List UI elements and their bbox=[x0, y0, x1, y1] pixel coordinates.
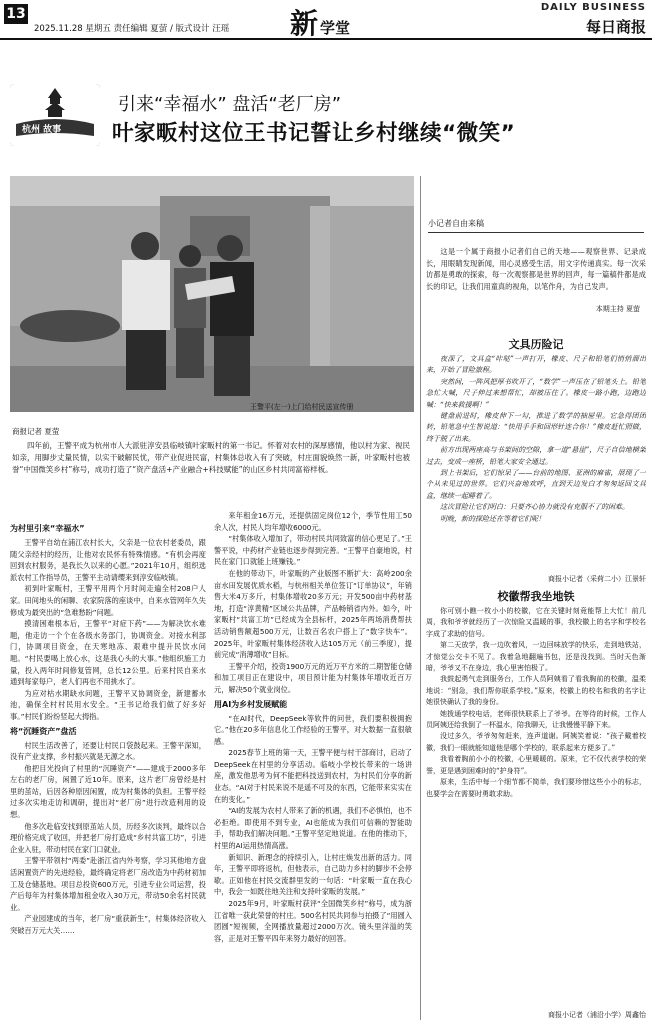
dateline: 2025.11.28 星期五 责任编辑 夏萤 / 版式设计 汪瑶 bbox=[34, 24, 230, 34]
essay2-title: 校徽帮我坐地铁 bbox=[497, 590, 575, 603]
paragraph: 在他的带动下，叶家畈的产业版图不断扩大：高岭200余亩水田发展优质水稻，与杭州相关单位签订“订单协议”，年销售大米4万多斤，村集体增收20多万元；开发500亩中药材基地，打造“淳黄精”区域公共品牌，产品畅销省内外。如今，叶家畈村“共富工坊”已经成为全县标杆，2025年两场消费帮扶活动销售额超500万元，让数百名农户搭上了“数字快车”。2025年，叶家畈村集体经济收入达105万元（前三季度），提前完成“消薄增收”目标。 bbox=[214, 568, 412, 660]
paragraph: 没过多久，爷爷匆匆赶来，连声道谢。阿姨笑着说：“孩子戴着校徽，我们一眼就能知道他是哪个学校的，联系起来方便多了。” bbox=[426, 732, 646, 752]
article-byline: 商报记者 夏萤 bbox=[12, 427, 60, 436]
paragraph: “AI的发展为农村人带来了新的机遇，我们不必惧怕，也不必拒绝。即使用不到专业，AI也能成为我们可信赖的智能助手，帮助我们解决问题。”王警平坚定地说道。在他的推动下，村里的AI运用热情高涨。 bbox=[214, 806, 412, 851]
essay1-signature: 商报小记者（采荷二小）江景轩 bbox=[548, 575, 646, 583]
subheading: 用AI为乡村发展赋能 bbox=[214, 699, 288, 709]
paragraph: 2025年9月，叶家畈村获评“全国微笑乡村”称号，成为浙江省唯一获此荣誉的村庄。500名村民共同参与拍摄了“用圆入团圆”短视频，全网播放量超过2000万次。镜头里洋溢的笑容，正是对王警平四年来努力最好的回答。 bbox=[214, 899, 412, 943]
headline-block bbox=[8, 80, 644, 150]
page-number: 13 bbox=[4, 4, 28, 24]
paragraph: 明晚，新的探险还在等着它们呢！ bbox=[440, 514, 545, 523]
article-column-1 bbox=[10, 520, 206, 1020]
paragraph: 键盘前进时，橡皮伸下一勾，推进了数学的抽屉里。它急得团团转，铅笔急中生智说道：“快用手手和回形针连合你！”橡皮赶忙照做，终于脱了出来。 bbox=[426, 412, 646, 443]
paragraph: 产业园建成的当年，老厂房“重获新生”，村集体经济收入突破百万元大关…… bbox=[10, 914, 206, 935]
section-logo-big: 新 bbox=[290, 7, 319, 40]
logo-text: 杭州 故事 bbox=[22, 125, 62, 135]
paragraph: 初到叶家畈村，王警平用两个月时间走遍全村208户人家。田间地头的闲聊、农家院落的座谈中，自来水管网年久失修成为最突出的“急难愁盼”问题。 bbox=[10, 584, 206, 617]
section-logo bbox=[290, 2, 350, 42]
article-lead: 四年前，王警平成为杭州市人大派驻淳安县临岐镇叶家畈村的第一书记。怀着对农村的深厚感情，他以村为家、视民如亲，用脚步丈量民情，以实干破解民忧，带产业促进民富，村集体总收入有了突破，村庄面貌焕然一新，叶家畈村也被誉“中国微笑乡村”称号，成功打造了“资产盘活+产业融合+科技赋能”的山区乡村共同富裕样板。 bbox=[12, 441, 410, 474]
subheading: 将“沉睡资产”盘活 bbox=[10, 726, 77, 736]
column-tag: 小记者自由来稿 bbox=[428, 218, 488, 229]
article-photo bbox=[10, 176, 414, 412]
intro-signature: 本期主持 夏萤 bbox=[595, 305, 640, 313]
paragraph: 他把目光投向了村里的“沉睡资产”——建成于2000多年左右的老厂房，闲置了近10年。原来，这片老厂房曾经是村里的茧站，后因各种原因闲置，成为村集体的负担。王警平经过多次实地走访和调研，提出对“老厂房”进行改造利用的设想。 bbox=[10, 763, 206, 820]
photo-caption: 王警平(左一)上门给村民送宣传册 bbox=[250, 403, 354, 411]
essay1-title: 文具历险记 bbox=[508, 338, 564, 351]
article-kicker: 引来“幸福水” 盘活“老厂房” bbox=[118, 94, 342, 115]
article-headline: 叶家畈村这位王书记誓让乡村继续“微笑” bbox=[112, 121, 516, 146]
hangzhou-story-logo bbox=[10, 84, 100, 146]
paragraph: 为应对枯水期缺水问题，王警平又协调资金，新建蓄水池，确保全村村民用水安全。“王书记给我们做了好多好事。”村民们纷纷竖起大拇指。 bbox=[10, 688, 206, 721]
essay2-body bbox=[426, 606, 646, 1012]
paragraph: 2025春节上班的第一天，王警平便与村干部商讨，启动了DeepSeek在村里的分享活动。临岐小学校长带来的一场讲座，激发他思考为何不能把科技送到农村，为村民们分享的新业态。“AI对于村民来说不是遥不可及的东西，它能带来实实在在的变化。” bbox=[214, 748, 412, 804]
paragraph: 新知识、新理念的持续引入，让村庄焕发出新的活力。同年，王警平即将返杭，但他表示，自己助力乡村的脚步不会停歇。正如他在村民交流群里发的一句话：“叶家畈一直在我心中，我会一如既往地关注和支持叶家畈的发展。” bbox=[214, 852, 412, 897]
paper-name-cn: 每日商报 bbox=[585, 18, 646, 36]
paragraph: 他多次赴临安找到原茧站人员，历经多次谈判，最终以合理价格完成了收回，并把老厂房打造成“乡村共富工坊”，引进企业入驻，带动村民在家门口就业。 bbox=[10, 821, 206, 854]
paragraph: 原来，生活中每一个细节都不简单，我们要珍惜这些小小的标志，也要学会在需要时勇敢求助。 bbox=[426, 778, 646, 798]
paragraph: 我鼓起勇气走到服务台，工作人员阿姨看了看我胸前的校徽，温柔地说：“别急，我们帮你联系学校。”原来，校徽上的校名和我的名字让她很快确认了我的身份。 bbox=[426, 675, 646, 707]
paragraph: 她拨通学校电话，老师很快联系上了爷爷。在等待的时候，工作人员阿姨还给我倒了一杯温水，陪我聊天，让我慢慢平静下来。 bbox=[426, 709, 646, 730]
paragraph: 王警平介绍，投资1900万元的近万平方米的二期智能仓储和加工项目正在建设中，项目预计能为村集体年增收近百万元，解决50个就业岗位。 bbox=[214, 661, 412, 694]
paragraph: 前方出现两座高与书架间的空隙，拿一道“悬崖”，尺子自信地横架过去，变成一座桥，铅笔大家安全通过。 bbox=[426, 446, 646, 466]
subheading: 为村里引来“幸福水” bbox=[10, 524, 85, 533]
section-logo-small: 学堂 bbox=[320, 19, 351, 37]
paragraph: 村民生活改善了，还要让村民口袋鼓起来。王警平深知，没有产业支撑，乡村振兴就是无源之水。 bbox=[10, 740, 206, 762]
essay1-body bbox=[426, 354, 646, 574]
paragraph: “村集体收入增加了，带动村民共同致富的信心更足了。”王警平说，中药材产业链也逐步得到完善。“王警平自豪地说，村民在家门口就能上班赚钱。” bbox=[214, 534, 412, 567]
paragraph: 夜深了，文具盒“咔哒”一声打开，橡皮、尺子和铅笔们悄悄溜出来，开始了冒险旅程。 bbox=[426, 355, 646, 375]
paragraph: “在AI时代，DeepSeek等软件的问世，我们要积极拥抱它。”他在20多年信息化工作经验的王警平，对大数据一直很敏感。 bbox=[214, 713, 412, 746]
paragraph: 突然间，一阵风把厚书吹开了，“数学”一声压在了铅笔头上。铅笔急忙大喊，尺子伸过来想帮忙，却被压住了。橡皮一路小跑，边跑边喊：“快来救援啊！” bbox=[426, 377, 646, 409]
essay2-signature: 商报小记者（浦沿小学）周鑫怡 bbox=[548, 1011, 646, 1019]
paper-name-en: DAILY BUSINESS bbox=[540, 2, 646, 13]
article-column-2 bbox=[214, 510, 412, 1020]
column-tag-rule bbox=[428, 232, 644, 233]
column-intro: 这是一个属于商报小记者们自己的天地——观察世界、记录成长，用眼睛发现新闻，用心灵感受生活，用文字传递真实。每一次采访都是勇敢的探索，每一次观察都是世界的回声，每一篇稿件都是成长的印记，让我们用童真的视角，以笔作舟，为自己发声。 bbox=[426, 247, 646, 291]
paragraph: 王警平带领村“两委”赴浙江省内外考察，学习其他地方盘活闲置资产的先进经验，最终确定将老厂房改造为中药材初加工及仓储基地。项目总投资600万元，引进专业公司运营，投产后每年为村集体增加租金收入30万元，带动50余名村民就业。 bbox=[10, 856, 206, 912]
paragraph: 我看着胸前小小的校徽，心里暖暖的。原来，它不仅代表学校的荣誉，更是遇到困难时的“护身符”。 bbox=[426, 755, 646, 775]
paragraph: 你可别小瞧一枚小小的校徽，它在关键时刻竟能帮上大忙！前几周，我和爷爷就经历了一次惊险又温暖的事，我校徽上的名字和学校名字成了求助的信号。 bbox=[426, 607, 646, 638]
masthead bbox=[0, 0, 652, 40]
column-divider bbox=[420, 176, 421, 1020]
paragraph: 王警平自幼在浦江农村长大，父亲是一位农村老委员，跟随父亲经村的经历，让他对农民怀有特殊情感。“有机会再度回到农村服务，是我长久以来的心愿。”2021年10月，组织选派农村工作指导员，王警平主动请缨来到淳安临岐镇。 bbox=[10, 538, 206, 582]
paragraph: 这次冒险让它们明白：只要齐心协力就没有克服不了的困难。 bbox=[440, 503, 629, 512]
paragraph: 摸清困难根本后，王警平“对症下药”——为解决饮水难题，他走访一个个在各级水务部门，协调资金。对接水利部门，协调项目资金，在天寒地冻、艰难中提升民饮水问题。“村民要喝上放心水，这是我心头的大事。”他组织施工力量，投入两年时间修复管网，总长12公里。后来村民自来水通到每家每户，老人们再也不用挑水了。 bbox=[10, 619, 206, 687]
paragraph: 到上书架后，它们惊呆了——台前的地图、亚洲的麻雀，展现了一个从未见过的世界。它们兴奋地欢呼，直到天边发白才匆匆返回文具盒，继续一起睡着了。 bbox=[426, 469, 646, 500]
paragraph: 第二天放学，我一边吹着风，一边回味放学的快乐，走到地铁站，才惊觉公交卡不见了。我着急地翻遍书包，还是没找到。当时天色渐暗，爷爷又不在身边，我心里害怕极了。 bbox=[426, 641, 646, 673]
paragraph: 来年租金16万元，还提供固定岗位12个，季节性用工50余人次，村民人均年增收6000元。 bbox=[214, 511, 412, 532]
